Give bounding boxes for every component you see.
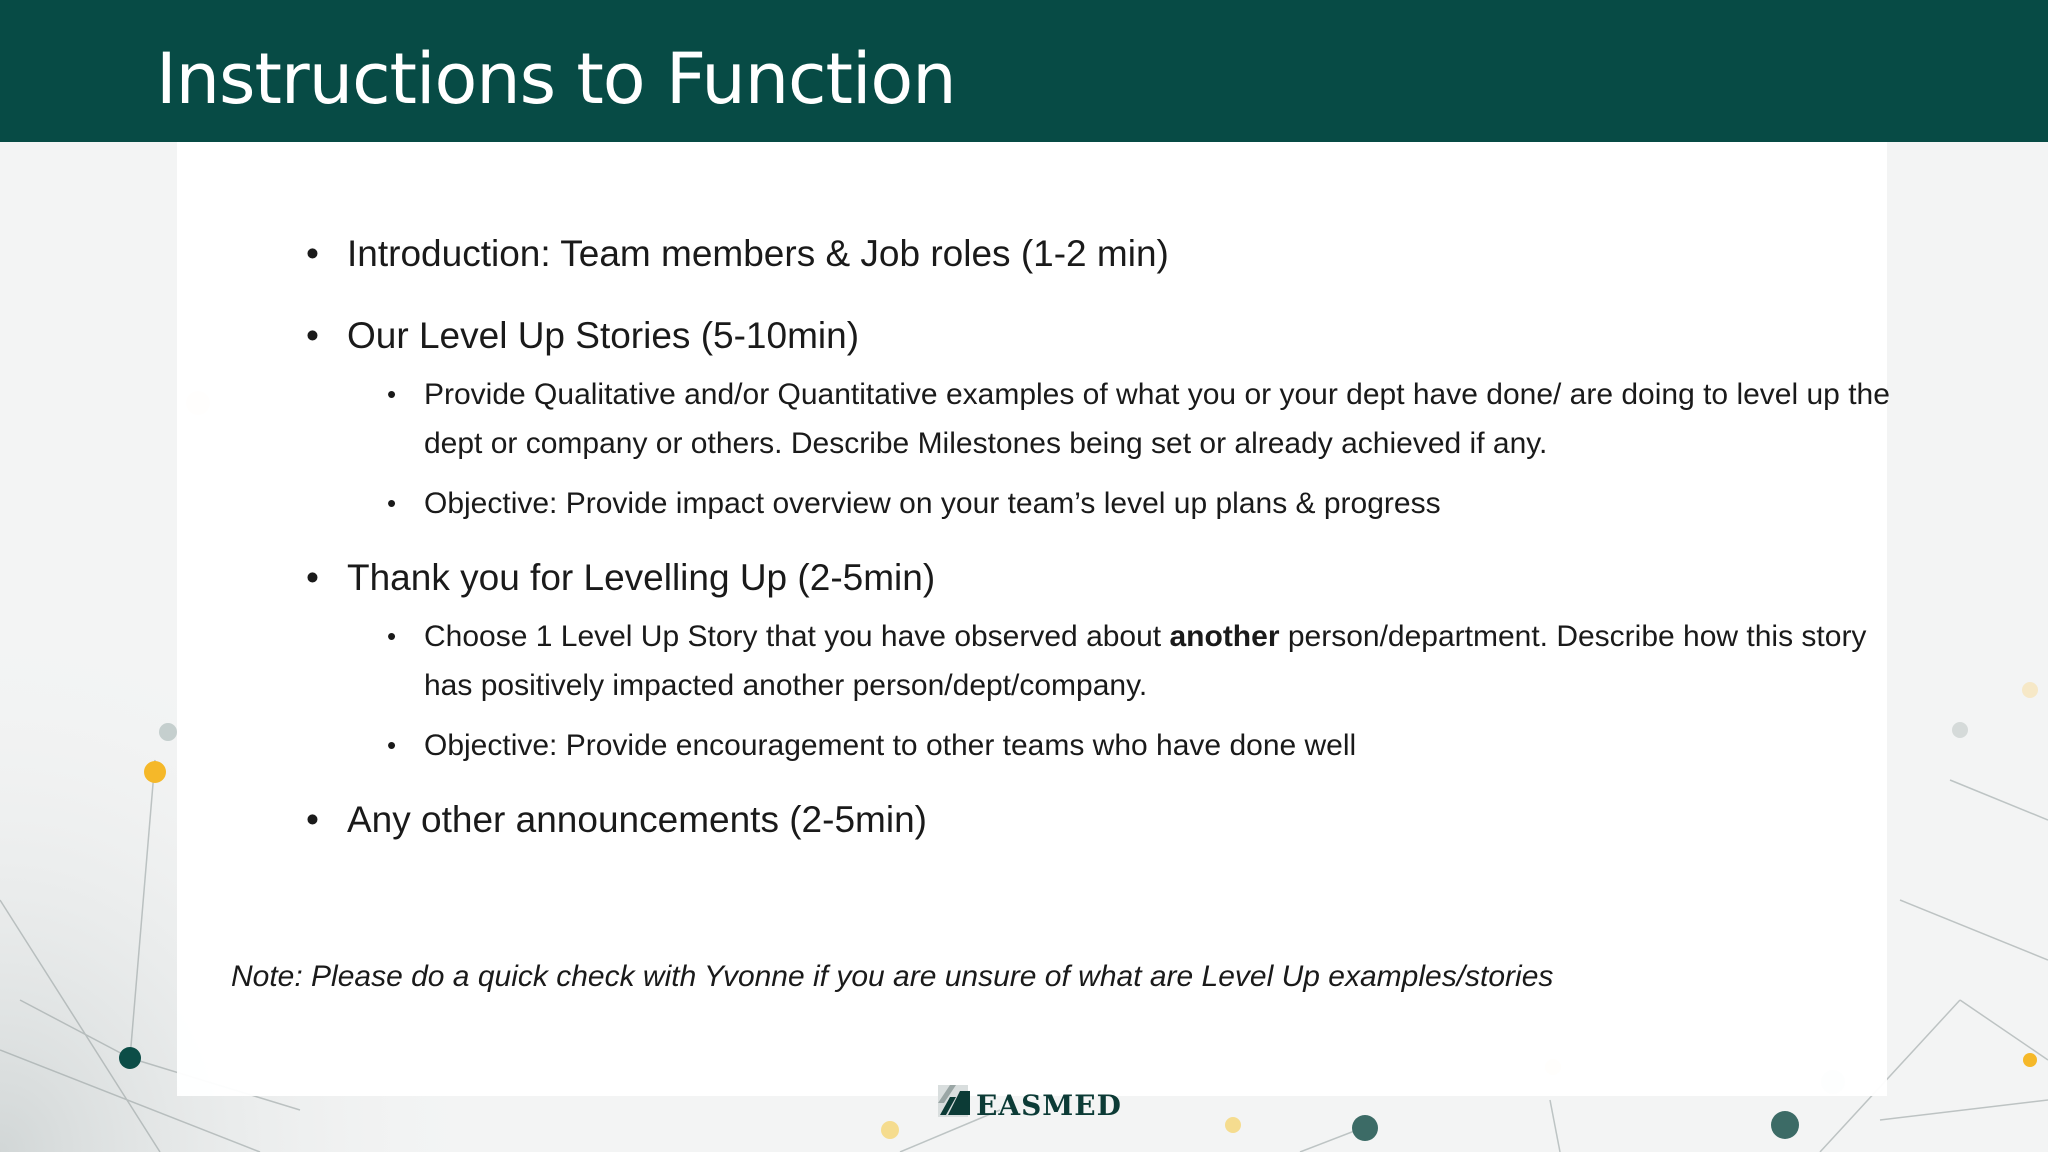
agenda-item-label: Any other announcements (2-5min) xyxy=(347,799,927,840)
agenda-item-label: Introduction: Team members & Job roles (1-2 min) xyxy=(347,233,1169,274)
agenda-item-label: Thank you for Levelling Up (2-5min) xyxy=(347,557,936,598)
sub-item-text: Choose 1 Level Up Story that you have observed about xyxy=(424,620,1170,653)
agenda-list xyxy=(300,226,1900,874)
sub-list xyxy=(347,370,1900,528)
easmed-logo-icon xyxy=(936,1079,972,1123)
agenda-item-introduction xyxy=(300,226,1900,282)
title-bar xyxy=(0,0,2048,142)
company-logo xyxy=(936,1078,1122,1124)
sub-list xyxy=(347,612,1900,770)
sub-item xyxy=(377,370,1904,468)
logo-wordmark: EASMED xyxy=(976,1088,1122,1122)
sub-item-text: Provide Qualitative and/or Quantitative examples of what you or your dept have done/ are doing to level up the dept or company or others. Describe Milestones being set or already achieved if any. xyxy=(424,378,1890,460)
agenda-item-announcements xyxy=(300,792,1900,848)
sub-item-emphasis: another xyxy=(1169,620,1280,653)
agenda-item-level-up-stories xyxy=(300,308,1900,528)
sub-item xyxy=(377,479,1904,528)
sub-item xyxy=(377,721,1904,770)
slide-title: Instructions to Function xyxy=(156,38,956,120)
sub-item-text: Objective: Provide encouragement to other teams who have done well xyxy=(424,729,1357,762)
sub-item-text: Objective: Provide impact overview on your team’s level up plans & progress xyxy=(424,487,1441,520)
sub-item xyxy=(377,612,1904,710)
agenda-item-label: Our Level Up Stories (5-10min) xyxy=(347,315,860,356)
footnote: Note: Please do a quick check with Yvonne if you are unsure of what are Level Up examples/stories xyxy=(231,960,1554,993)
agenda-item-thank-you xyxy=(300,550,1900,770)
sub-item-text-continued: person/department. Describe how this story has positively impacted another person/dept/company. xyxy=(424,620,1867,702)
